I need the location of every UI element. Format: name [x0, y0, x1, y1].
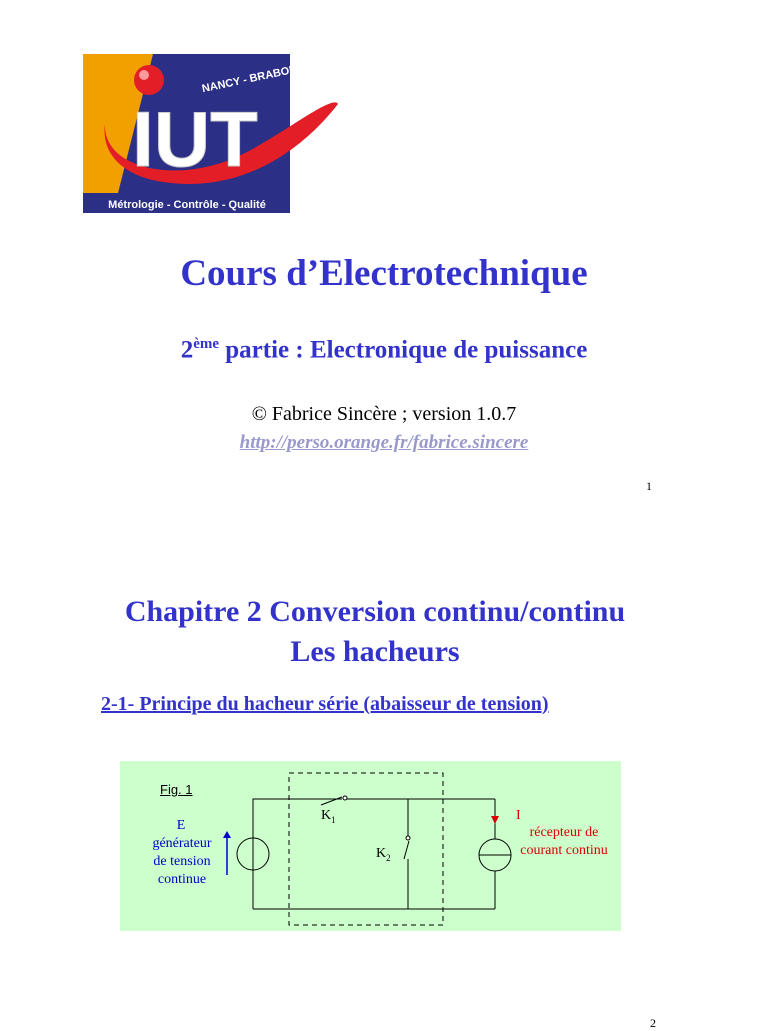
load-line: courant continu	[520, 843, 608, 858]
source-line: générateur	[152, 836, 212, 851]
page-number: 2	[650, 1016, 656, 1030]
load-line: récepteur de	[529, 825, 599, 840]
chapter-title-line2: Les hacheurs	[290, 635, 460, 668]
source-description	[142, 835, 222, 889]
source-line: continue	[157, 872, 207, 887]
subtitle-superscript: ème	[193, 336, 219, 352]
document-subtitle	[0, 336, 768, 364]
k2-blade	[404, 841, 409, 859]
subtitle-text: partie : Electronique de puissance	[219, 336, 588, 364]
switch-k2-label	[376, 845, 391, 867]
circuit-figure	[120, 761, 621, 931]
switch-k1-label	[321, 807, 336, 829]
website-link[interactable]: http://perso.orange.fr/fabrice.sincere	[239, 432, 529, 453]
k1-base: K	[321, 808, 332, 823]
k2-base: K	[376, 846, 387, 861]
load-symbol: I	[516, 808, 521, 823]
chopper-boundary	[289, 773, 443, 925]
logo-letters: IUT	[132, 95, 258, 183]
k1-subscript: 1	[331, 814, 336, 825]
author-line: © Fabrice Sincère ; version 1.0.7	[251, 403, 517, 425]
iut-logo	[83, 54, 301, 213]
source-line: de tension	[153, 854, 211, 869]
logo-bottom-text: Métrologie - Contrôle - Qualité	[108, 199, 266, 211]
wire-top-left	[253, 799, 310, 839]
voltage-arrow-head	[223, 831, 231, 838]
chapter-heading	[0, 592, 750, 672]
section-heading: 2-1- Principe du hacheur série (abaisseur de tension)	[101, 693, 549, 715]
k2-contact	[406, 836, 410, 840]
subtitle-number: 2	[180, 336, 194, 364]
k1-contact	[343, 796, 347, 800]
k2-subscript: 2	[386, 852, 391, 863]
k1-blade	[321, 797, 342, 805]
load-description	[514, 824, 614, 860]
chapter-title-line1: Chapitre 2 Conversion continu/continu	[124, 595, 626, 628]
document-title: Cours d’Electrotechnique	[180, 253, 588, 294]
source-symbol: E	[176, 818, 186, 833]
logo-top-text: NANCY - BRABOIS	[200, 62, 301, 96]
current-arrow	[491, 816, 499, 824]
figure-caption: Fig. 1	[160, 782, 193, 797]
page-number: 1	[646, 479, 652, 493]
